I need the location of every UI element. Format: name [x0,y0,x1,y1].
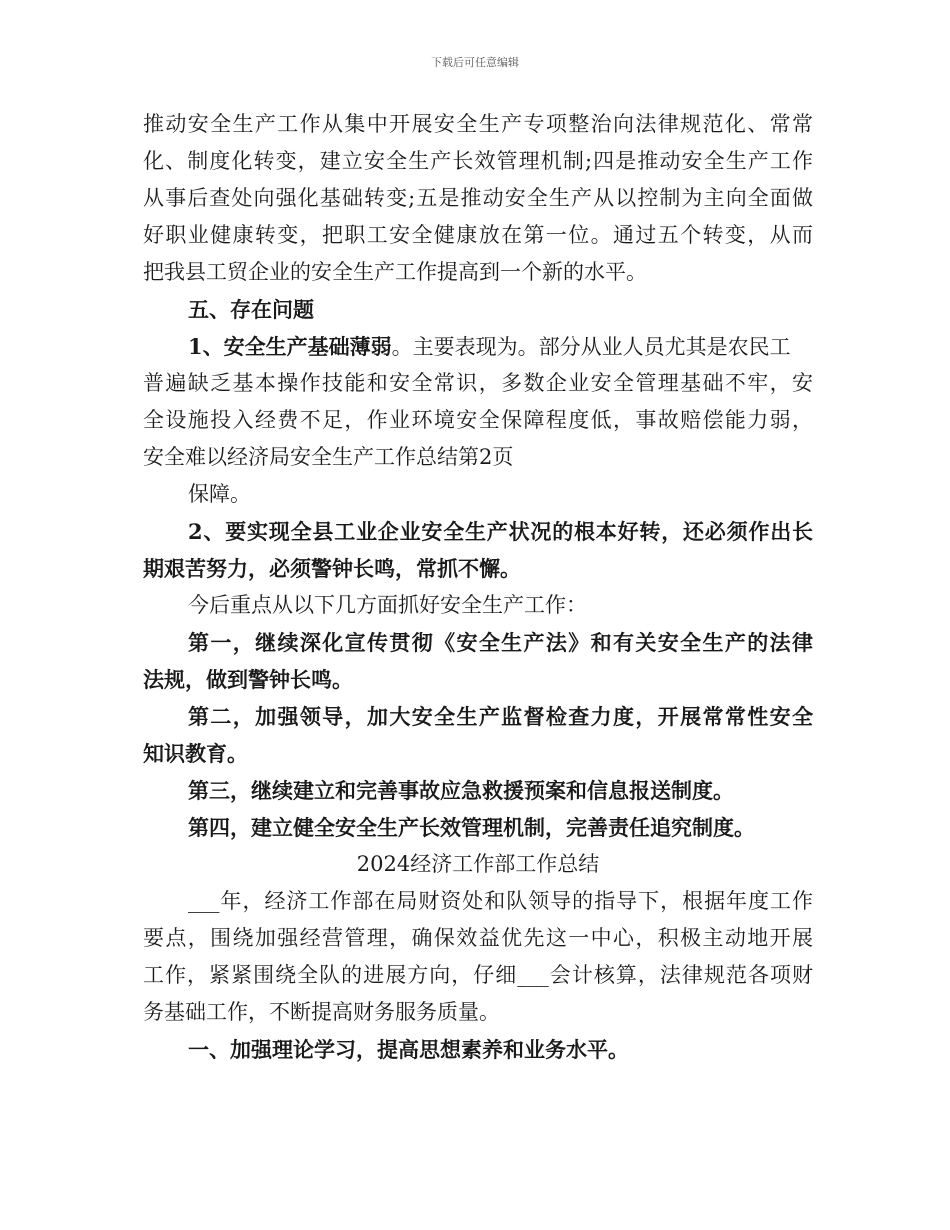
paragraph-line: 把我县工贸企业的安全生产工作提高到一个新的水平。 [143,260,647,284]
paragraph-line: 推动安全生产工作从集中开展安全生产专项整治向法律规范化、常常 [143,112,813,136]
bold-paragraph-line: 知识教育。 [143,741,248,766]
bold-paragraph-line: 第一，继续深化宣传贯彻《安全生产法》和有关安全生产的法律 [188,630,813,655]
paragraph-line: ___年，经济工作部在局财资处和队领导的指导下，根据年度工作 [188,889,813,913]
bold-paragraph-line: 第二，加强领导，加大安全生产监督检查力度，开展常常性安全 [188,704,813,729]
list-item-heading [143,328,813,365]
paragraph-line: 普遍缺乏基本操作技能和安全常识，多数企业安全管理基础不牢，安 [143,371,813,395]
page-header: 下载后可任意编辑 [431,56,519,69]
paragraph-line: 工作，紧紧围绕全队的进展方向，仔细___会计核算，法律规范各项财 [143,963,813,987]
paragraph-line: 从事后查处向强化基础转变;五是推动安全生产从以控制为主向全面做 [143,186,813,210]
paragraph-line: 安全难以经济局安全生产工作总结第2页 [143,445,514,469]
item-text: 。主要表现为。部分从业人员尤其是农民工 [391,335,791,359]
section-heading: 五、存在问题 [188,297,314,322]
paragraph-line: 要点，围绕加强经营管理，确保效益优先这一中心，积极主动地开展 [143,926,813,950]
paragraph-line: 全设施投入经费不足，作业环境安全保障程度低，事故赔偿能力弱， [143,408,813,432]
paragraph-line: 好职业健康转变，把职工安全健康放在第一位。通过五个转变，从而 [143,223,813,247]
document-title: 2024经济工作部工作总结 [356,852,600,876]
paragraph-line: 务基础工作，不断提高财务服务质量。 [143,1000,500,1024]
bold-paragraph-line: 第四，建立健全安全生产长效管理机制，完善责任追究制度。 [188,815,755,840]
section-heading: 一、加强理论学习，提高思想素养和业务水平。 [188,1037,629,1062]
bold-paragraph-line: 期艰苦努力，必须警钟长鸣，常抓不懈。 [143,556,521,581]
bold-paragraph-line: 法规，做到警钟长鸣。 [143,667,353,692]
bold-paragraph-line: 第三，继续建立和完善事故应急救援预案和信息报送制度。 [188,778,734,803]
bold-paragraph-line: 2、要实现全县工业企业安全生产状况的根本好转，还必须作出长 [188,519,813,544]
item-bold-lead: 1、安全生产基础薄弱 [188,334,392,359]
paragraph-line: 今后重点从以下几方面抓好安全生产工作： [188,593,587,617]
document-body [143,106,813,1068]
paragraph-line: 化、制度化转变，建立安全生产长效管理机制;四是推动安全生产工作 [143,149,813,173]
paragraph-line: 保障。 [188,482,251,506]
